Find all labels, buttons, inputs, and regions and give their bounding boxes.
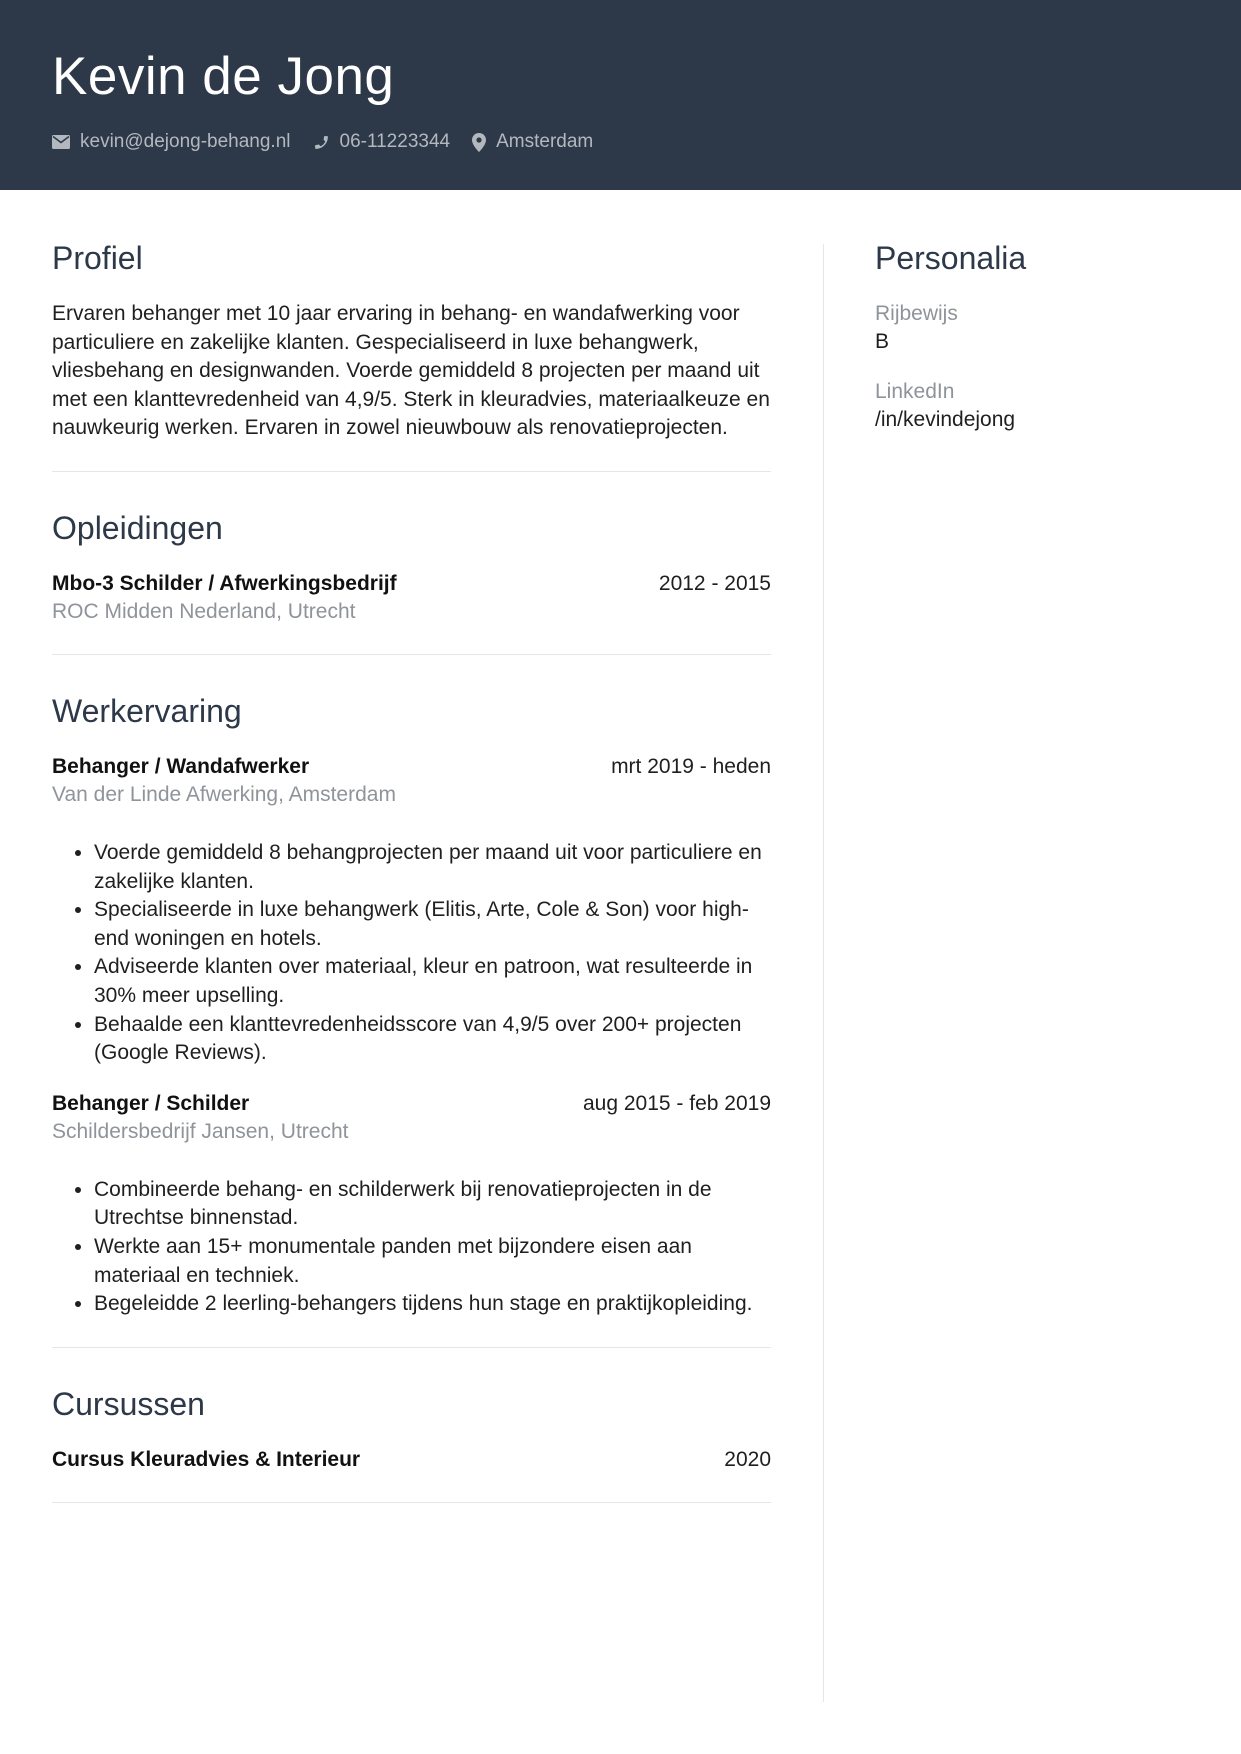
experience-section [52,691,771,1319]
courses-section [52,1384,771,1474]
profile-text: Ervaren behanger met 10 jaar ervaring in behang- en wandafwerking voor particuliere en zakelijke klanten. Gespecialiseerd in luxe behangwerk, vliesbehang en designwanden. Voerde gemiddeld 8 projecten per maand uit met een klanttevredenheid van 4,9/5. Sterk in kleuradvies, materiaalkeuze en nauwkeurig werken. Ervaren in zowel nieuwbouw als renovatieprojecten. [52,302,770,440]
list-item: • Behaalde een klanttevredenheidsscore van 4,9/5 over 200+ projecten (Google Reviews). [94,1011,771,1068]
envelope-icon [52,135,70,149]
job-head [52,753,771,781]
divider [52,1347,771,1348]
list-item: • Begeleidde 2 leerling-behangers tijdens hun stage en praktijkopleiding. [94,1290,771,1319]
divider [52,654,771,655]
divider [52,471,771,472]
location-text: Amsterdam [496,131,594,152]
column-divider [823,244,824,1702]
personal-title: Personalia [875,240,1027,276]
list-item: • Voerde gemiddeld 8 behangprojecten per maand uit voor particuliere en zakelijke klanten. [94,839,771,896]
courses-title: Cursussen [52,1385,205,1422]
list-item: • Adviseerde klanten over materiaal, kleur en patroon, wat resulteerde in 30% meer upselling. [94,953,771,1010]
job-entry [52,1090,771,1319]
divider [52,1502,771,1503]
education-title-text: Mbo-3 Schilder / Afwerkingsbedrijf [52,571,397,595]
education-section [52,508,771,626]
education-school: ROC Midden Nederland, Utrecht [52,599,356,623]
right-column [875,238,1205,456]
phone-icon [313,134,330,151]
education-entry [52,570,771,626]
linkedin-value[interactable]: /in/kevindejong [875,408,1016,431]
experience-title: Werkervaring [52,692,242,729]
map-pin-icon [472,133,486,152]
profile-section [52,238,771,443]
job-title: Behanger / Wandafwerker [52,754,310,778]
job-bullets [52,839,771,1068]
list-item: • Combineerde behang- en schilderwerk bij renovatieprojecten in de Utrechtse binnenstad. [94,1176,771,1233]
list-item: • Specialiseerde in luxe behangwerk (Elitis, Arte, Cole & Son) voor high-end woningen en hotels. [94,896,771,953]
job-company: Schildersbedrijf Jansen, Utrecht [52,1119,349,1143]
list-item: • Werkte aan 15+ monumentale panden met bijzondere eisen aan materiaal en techniek. [94,1233,771,1290]
education-date: 2012 - 2015 [658,571,771,595]
header [0,0,1241,190]
contact-bar [52,131,1189,153]
license-value: B [875,330,890,353]
education-entry-head [52,570,771,598]
candidate-name: Kevin de Jong [52,47,395,106]
main-content [0,190,1241,1754]
left-column [52,238,771,1539]
profile-title: Profiel [52,240,143,276]
course-entry [52,1446,771,1474]
personal-section [875,238,1205,434]
job-bullets [52,1176,771,1319]
job-title: Behanger / Schilder [52,1091,250,1115]
phone-text: 06-11223344 [339,131,451,152]
job-entry [52,753,771,1068]
linkedin-label: LinkedIn [875,380,955,403]
education-title: Opleidingen [52,509,223,546]
contact-location [472,131,593,153]
job-company: Van der Linde Afwerking, Amsterdam [52,782,396,806]
contact-email[interactable] [52,131,291,153]
job-date: aug 2015 - feb 2019 [583,1091,771,1115]
course-title: Cursus Kleuradvies & Interieur [52,1447,361,1471]
job-date: mrt 2019 - heden [611,754,771,778]
job-head [52,1090,771,1118]
license-label: Rijbewijs [875,302,958,325]
email-text: kevin@dejong-behang.nl [80,131,291,152]
contact-phone[interactable] [313,131,451,153]
course-date: 2020 [724,1447,771,1471]
